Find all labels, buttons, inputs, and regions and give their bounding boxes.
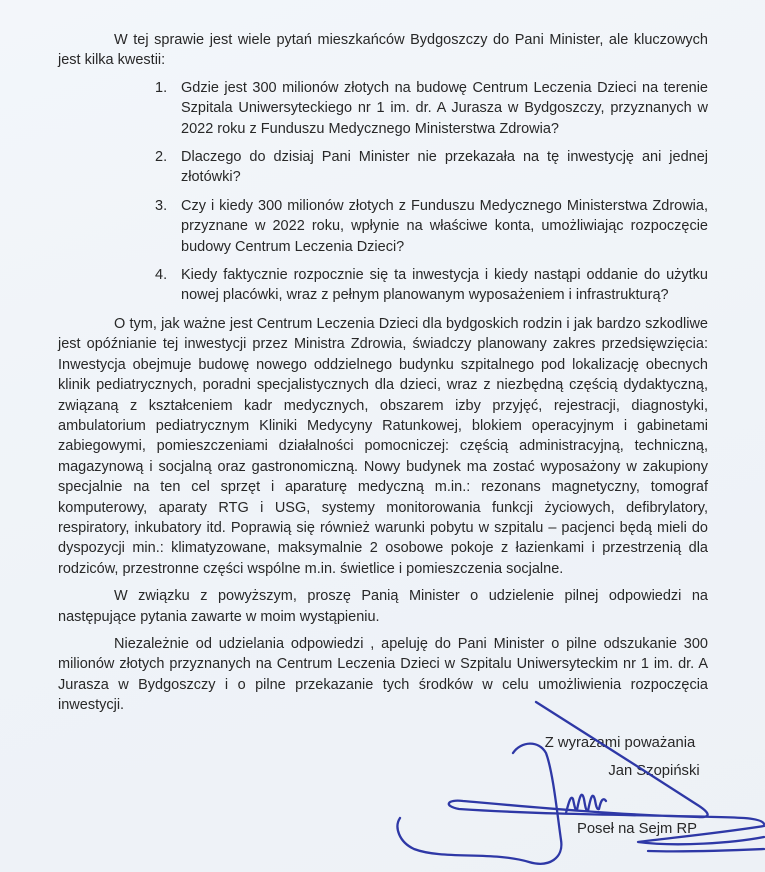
body-paragraph-appeal: Niezależnie od udzielania odpowiedzi , apeluję do Pani Minister o pilne odszukanie 300 milionów złotych przyznanych na Centrum Leczenia Dzieci w Szpitalu Uniwersyteckim nr 1 im. dr. A Jurasza w Bydgoszczy i o pilne przekazanie tych środków w celu umożliwienia rozpoczęcia inwestycji. [58,635,708,714]
question-item [58,196,708,257]
question-item [58,78,708,139]
closing-salutation: Z wyrazami poważania [544,735,696,751]
question-text: Gdzie jest 300 milionów złotych na budowę Centrum Leczenia Dzieci na terenie Szpitala Uniwersyteckiego nr 1 im. dr. A Jurasza w Bydgoszczy, przyznanych w 2022 roku z Funduszu Medycznego Ministerstwa Zdrowia? [181,79,708,137]
question-text: Kiedy faktycznie rozpocznie się ta inwestycja i kiedy nastąpi oddanie do użytku nowej placówki, wraz z pełnym planowanym wyposażeniem i infrastrukturą? [181,267,708,304]
question-number: 2. [155,149,168,166]
closing-block [518,733,722,839]
question-text: Czy i kiedy 300 milionów złotych z Funduszu Medycznego Ministerstwa Zdrowia, przyznane w 2022 roku, wpłynie na właściwe konta, umożliwiając rozpoczęcie budowy Centrum Leczenia Dzieci? [181,197,708,255]
question-number: 4. [155,267,168,284]
body-paragraph-scope: O tym, jak ważne jest Centrum Leczenia Dzieci dla bydgoskich rodzin i jak bardzo szkodliwe jest opóźnianie tej inwestycji przez Ministra Zdrowia, świadczy planowany zakres przedsięwzięcia: Inwestycja obejmuje budowę nowego oddzielnego budynku szpitalnego pod lokalizację obecnych klinik pediatrycznych, poradni specjalistycznych dla dzieci, wraz z niezbędną częścią dydaktyczną, związaną z kształceniem kadr medycznych, obszarem izby przyjęć, rejestracji, diagnostyki, ambulatorium pediatrycznym Kliniki Medycyny Ratunkowej, blokiem operacyjnym i gabinetami zabiegowymi, pomieszczeniami działalności pomocniczej: częścią administracyjną, techniczną, magazynową i socjalną oraz gastronomiczną. Nowy budynek ma zostać wyposażony w zakupiony specjalnie na ten cel sprzęt i aparaturę medyczną m.in.: rezonans magnetyczny, tomograf komputerowy, aparaty RTG i USG, systemy monitorowania funkcji życiowych, defibrylatory, respiratory, inkubatory itd. Poprawią się również warunki pobytu w szpitalu – pacjenci będą mieli do dyspozycji min.: klimatyzowane, maksymalnie 2 osobowe pokoje z łazienkami i przestrzenią dla rodziców, przestronne części wspólne m.in. świetlice i pomieszczenia socjalne. [58,315,708,577]
body-paragraph-request: W związku z powyższym, proszę Panią Minister o udzielenie pilnej odpowiedzi na następujące pytania zawarte w moim wystąpieniu. [58,588,708,625]
question-item [58,147,708,188]
signer-name: Jan Szopiński [608,763,700,779]
question-number: 3. [155,197,168,214]
question-number: 1. [155,79,168,96]
signer-title: Poseł na Sejm RP [576,821,698,837]
question-text: Dlaczego do dzisiaj Pani Minister nie przekazała na tę inwestycję ani jednej złotówki? [181,149,708,186]
intro-paragraph: W tej sprawie jest wiele pytań mieszkańców Bydgoszczy do Pani Minister, ale kluczowych jest kilka kwestii: [58,32,708,69]
questions-list [58,78,708,306]
question-item [58,265,708,306]
